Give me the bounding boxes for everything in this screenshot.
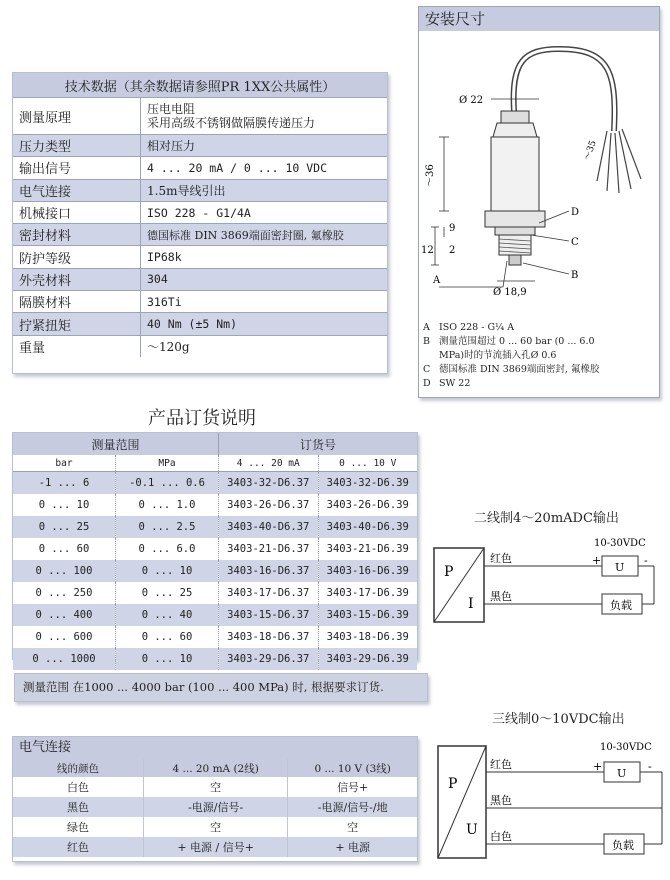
order-cell: 3403-40-D6.37 [219, 516, 319, 538]
dim-12-label: 12 [421, 245, 434, 256]
legend-key: D [423, 378, 431, 389]
legend-key: B [423, 336, 430, 347]
elec-cell: 黑色 [13, 797, 144, 817]
wiring2-u: U [615, 561, 625, 574]
wiring3-minus: - [648, 760, 652, 773]
elec-header-ma: 4 ... 20 mA (2线) [144, 759, 288, 777]
elec-cell: -电源/信号- [144, 797, 288, 817]
order-panel [12, 432, 418, 665]
tech-key: 压力类型 [13, 135, 141, 157]
table-row [13, 604, 417, 626]
tech-key: 测量原理 [13, 98, 141, 135]
wiring2-load: 负载 [610, 599, 632, 612]
table-row [13, 626, 417, 648]
order-header-range: 测量范围 [13, 433, 219, 455]
order-header-ma: 4 ... 20 mA [219, 455, 319, 472]
table-row [13, 268, 387, 290]
wiring3-diagram [436, 738, 666, 863]
order-header-order: 订货号 [219, 433, 418, 455]
wiring3-title: 三线制0～10VDC输出 [492, 712, 625, 727]
elec-cell: 绿色 [13, 817, 144, 837]
dim-label-a: A [433, 275, 441, 286]
order-cell: 3403-18-D6.37 [219, 626, 319, 648]
wiring3-black: 黑色 [490, 794, 512, 807]
tech-value: 40 Nm (±5 Nm) [141, 313, 388, 335]
order-cell: 0 ... 10 [116, 560, 219, 582]
order-cell: 0 ... 25 [116, 582, 219, 604]
order-cell: 3403-18-D6.39 [326, 631, 409, 643]
dim-189-label: Ø 18,9 [493, 287, 527, 298]
dim-9-label: 9 [449, 223, 456, 234]
order-cell: 0 ... 10 [116, 648, 219, 670]
order-cell: 0 ... 1000 [13, 648, 116, 670]
order-cell: 3403-29-D6.37 [219, 648, 319, 670]
order-header-mpa: MPa [116, 455, 219, 472]
wiring3-supply: 10-30VDC [600, 742, 652, 753]
elec-cell: + 电源 [288, 837, 417, 857]
order-note: 测量范围 在1000 ... 4000 bar (100 ... 400 MPa) 时, 根据要求订货. [14, 673, 428, 702]
order-cell: 3403-29-D6.39 [318, 648, 417, 670]
tech-value: 1.5m导线引出 [141, 179, 388, 201]
dim-label-c: C [571, 237, 579, 248]
dim-label-d: D [571, 207, 580, 218]
wiring2-minus: - [644, 554, 648, 567]
table-row [13, 179, 387, 201]
table-row [13, 494, 417, 516]
tech-value: 304 [141, 268, 388, 290]
wiring2-diagram [432, 534, 662, 634]
order-cell: 3403-32-D6.37 [219, 472, 319, 495]
tech-key: 输出信号 [13, 157, 141, 179]
table-row [13, 201, 387, 223]
table-row [13, 817, 417, 837]
wiring3-plus: + [593, 760, 603, 773]
elec-cell: -电源/信号-/地 [288, 797, 417, 817]
order-table [13, 433, 417, 670]
wiring2-black: 黑色 [490, 590, 512, 603]
elec-cell: + 电源 / 信号+ [144, 837, 288, 857]
tech-value-line: 采用高级不锈钢做隔膜传递压力 [147, 116, 316, 130]
order-cell: 3403-26-D6.37 [219, 494, 319, 516]
wiring3-red: 红色 [490, 758, 512, 771]
dimension-legend [423, 321, 655, 391]
legend-item [423, 377, 655, 391]
order-cell: 0 ... 40 [116, 604, 219, 626]
order-header-vdc: 0 ... 10 V [318, 455, 417, 472]
elec-cell: 空 [144, 777, 288, 797]
table-row [13, 797, 417, 817]
tech-key: 防护等级 [13, 246, 141, 268]
table-row [13, 516, 417, 538]
table-row [13, 582, 417, 604]
elec-panel [12, 736, 418, 862]
tech-key: 隔膜材料 [13, 291, 141, 313]
table-row [13, 560, 417, 582]
wiring2-plus: + [592, 554, 602, 567]
legend-text: MPa)时的节流插入孔Ø 0.6 [439, 350, 557, 361]
legend-item [423, 349, 655, 363]
elec-table [13, 759, 417, 857]
dimension-drawing [419, 31, 659, 321]
tech-data-panel [12, 72, 388, 374]
table-row [13, 648, 417, 670]
tech-data-table [13, 73, 387, 357]
elec-header-vdc: 0 ... 10 V (3线) [288, 759, 417, 777]
order-cell: 3403-16-D6.37 [219, 560, 319, 582]
order-cell: 0 ... 60 [116, 626, 219, 648]
tech-key: 密封材料 [13, 224, 141, 246]
elec-cell: 白色 [13, 777, 144, 797]
tech-value-line: 压电电阻 [147, 102, 196, 116]
order-cell: 0 ... 2.5 [116, 516, 219, 538]
tech-key: 电气连接 [13, 179, 141, 201]
table-row [13, 777, 417, 797]
tech-value: 德国标准 DIN 3869端面密封圈, 氟橡胶 [141, 224, 388, 246]
order-cell: 0 ... 400 [13, 604, 116, 626]
elec-cell: 红色 [13, 837, 144, 857]
order-header-bar: bar [13, 455, 116, 472]
dimension-panel [418, 6, 660, 398]
tech-data-title: 技术数据（其余数据请参照PR 1XX公共属性） [13, 73, 387, 98]
order-cell: 0 ... 10 [13, 494, 116, 516]
table-row [13, 246, 387, 268]
order-cell: 3403-16-D6.39 [318, 560, 417, 582]
dim-35-label: ～35 [582, 139, 599, 163]
tech-key: 外壳材料 [13, 268, 141, 290]
wiring3-p: P [448, 776, 458, 792]
wiring3-u: U [617, 767, 627, 780]
elec-cell: 空 [347, 821, 359, 834]
legend-key: A [423, 322, 430, 333]
legend-item [423, 335, 655, 349]
table-row [13, 98, 387, 135]
table-row [13, 538, 417, 560]
legend-item [423, 363, 655, 377]
legend-text: ISO 228 - G¼ A [439, 322, 515, 333]
table-row [13, 224, 387, 246]
order-cell: 0 ... 25 [13, 516, 116, 538]
dim-22-label: Ø 22 [459, 95, 484, 106]
tech-key: 机械接口 [13, 201, 141, 223]
order-cell: 0 ... 600 [13, 626, 116, 648]
tech-value [141, 98, 388, 135]
elec-header-color: 线的颜色 [13, 759, 144, 777]
order-cell: 0 ... 250 [13, 582, 116, 604]
table-row [13, 157, 387, 179]
table-row [13, 837, 417, 857]
legend-text: 德国标准 DIN 3869端面密封, 氟橡胶 [439, 364, 600, 375]
table-row [13, 335, 387, 357]
order-cell: 3403-17-D6.37 [219, 582, 319, 604]
wiring2-title: 二线制4～20mADC输出 [474, 511, 619, 526]
tech-key: 重量 [13, 335, 141, 357]
tech-value: 316Ti [141, 291, 388, 313]
order-cell: 3403-21-D6.37 [219, 538, 319, 560]
legend-key: C [423, 364, 431, 375]
wiring2-i: I [468, 596, 474, 612]
legend-item [423, 321, 655, 335]
dim-36-label: ～36 [425, 164, 436, 187]
order-cell: 3403-32-D6.39 [318, 472, 417, 495]
order-cell: -0.1 ... 0.6 [116, 472, 219, 495]
table-row [13, 291, 387, 313]
wiring2-supply: 10-30VDC [594, 538, 646, 549]
order-cell: 0 ... 60 [13, 538, 116, 560]
order-cell: 3403-26-D6.39 [326, 499, 409, 511]
order-cell: 3403-15-D6.39 [318, 604, 417, 626]
order-cell: 0 ... 1.0 [116, 494, 219, 516]
wiring2-p: P [444, 564, 454, 580]
wiring2-red: 红色 [490, 552, 512, 565]
dim-2-label: 2 [449, 245, 456, 256]
order-cell: 0 ... 6.0 [116, 538, 219, 560]
tech-value: 相对压力 [141, 135, 388, 157]
tech-value: 4 ... 20 mA / 0 ... 10 VDC [141, 157, 388, 179]
table-row [13, 313, 387, 335]
order-cell: 3403-15-D6.37 [219, 604, 319, 626]
tech-value: ～120g [141, 335, 388, 357]
wiring3-load: 负载 [612, 839, 634, 852]
legend-text: SW 22 [439, 378, 471, 389]
legend-text: 测量范围超过 0 ... 60 bar (0 ... 6.0 [439, 336, 595, 347]
tech-value: ISO 228 - G1/4A [141, 201, 388, 223]
table-row [13, 472, 417, 495]
dim-label-b: B [571, 270, 579, 281]
elec-cell: 空 [144, 817, 288, 837]
order-cell: 0 ... 100 [13, 560, 116, 582]
order-cell: -1 ... 6 [13, 472, 116, 495]
order-cell: 3403-17-D6.39 [326, 587, 409, 599]
order-cell: 3403-40-D6.39 [318, 516, 417, 538]
wiring3-white: 白色 [490, 830, 512, 843]
elec-title: 电气连接 [13, 737, 417, 759]
order-cell: 3403-21-D6.39 [326, 543, 409, 555]
dimension-title: 安装尺寸 [419, 7, 659, 31]
tech-key: 拧紧扭矩 [13, 313, 141, 335]
wiring3-u-label: U [466, 822, 478, 838]
elec-cell: 信号+ [337, 781, 369, 794]
table-row [13, 135, 387, 157]
tech-value: IP68k [141, 246, 388, 268]
order-title: 产品订货说明 [148, 408, 256, 429]
